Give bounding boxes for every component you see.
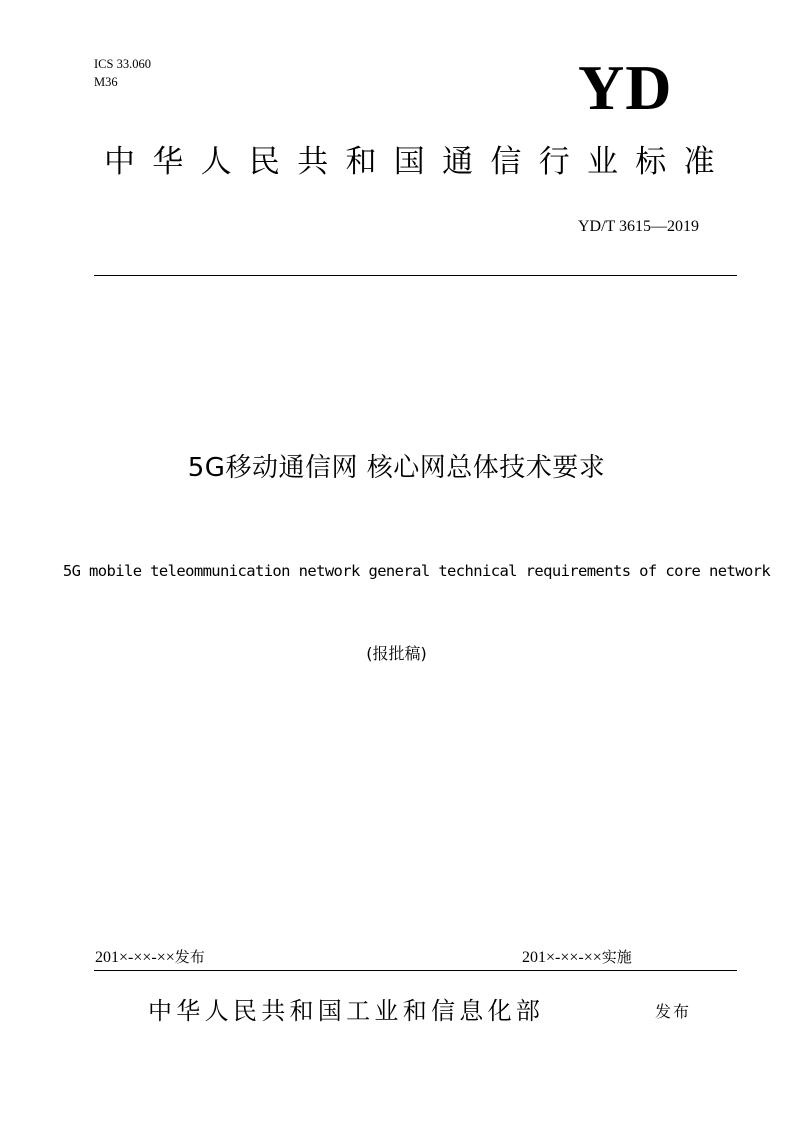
yd-logo: YD: [578, 52, 673, 123]
publish-date: [95, 946, 205, 969]
implement-date-label: 实施: [601, 948, 632, 966]
publish-date-label: 发布: [174, 948, 205, 966]
footer-divider: [94, 970, 737, 971]
draft-status: (报批稿): [366, 644, 427, 663]
publish-date-value: 201×-××-××: [95, 949, 175, 966]
standard-title: 中华人民共和国通信行业标准: [104, 144, 732, 180]
standard-number: YD/T 3615—2019: [577, 218, 699, 235]
classification-codes: [94, 55, 151, 91]
document-title-cn: 5G移动通信网 核心网总体技术要求: [187, 453, 606, 483]
header-divider: [94, 275, 737, 276]
issuer: 中华人民共和国工业和信息化部: [148, 997, 545, 1025]
implement-date: [522, 946, 632, 969]
ics-code: ICS 33.060: [94, 57, 151, 71]
category-code: M36: [94, 75, 118, 89]
issuer-action: 发布: [655, 1002, 692, 1021]
implement-date-value: 201×-××-××: [522, 949, 602, 966]
document-title-en: 5G mobile teleommunication network general technical requirements of core network: [62, 562, 771, 580]
